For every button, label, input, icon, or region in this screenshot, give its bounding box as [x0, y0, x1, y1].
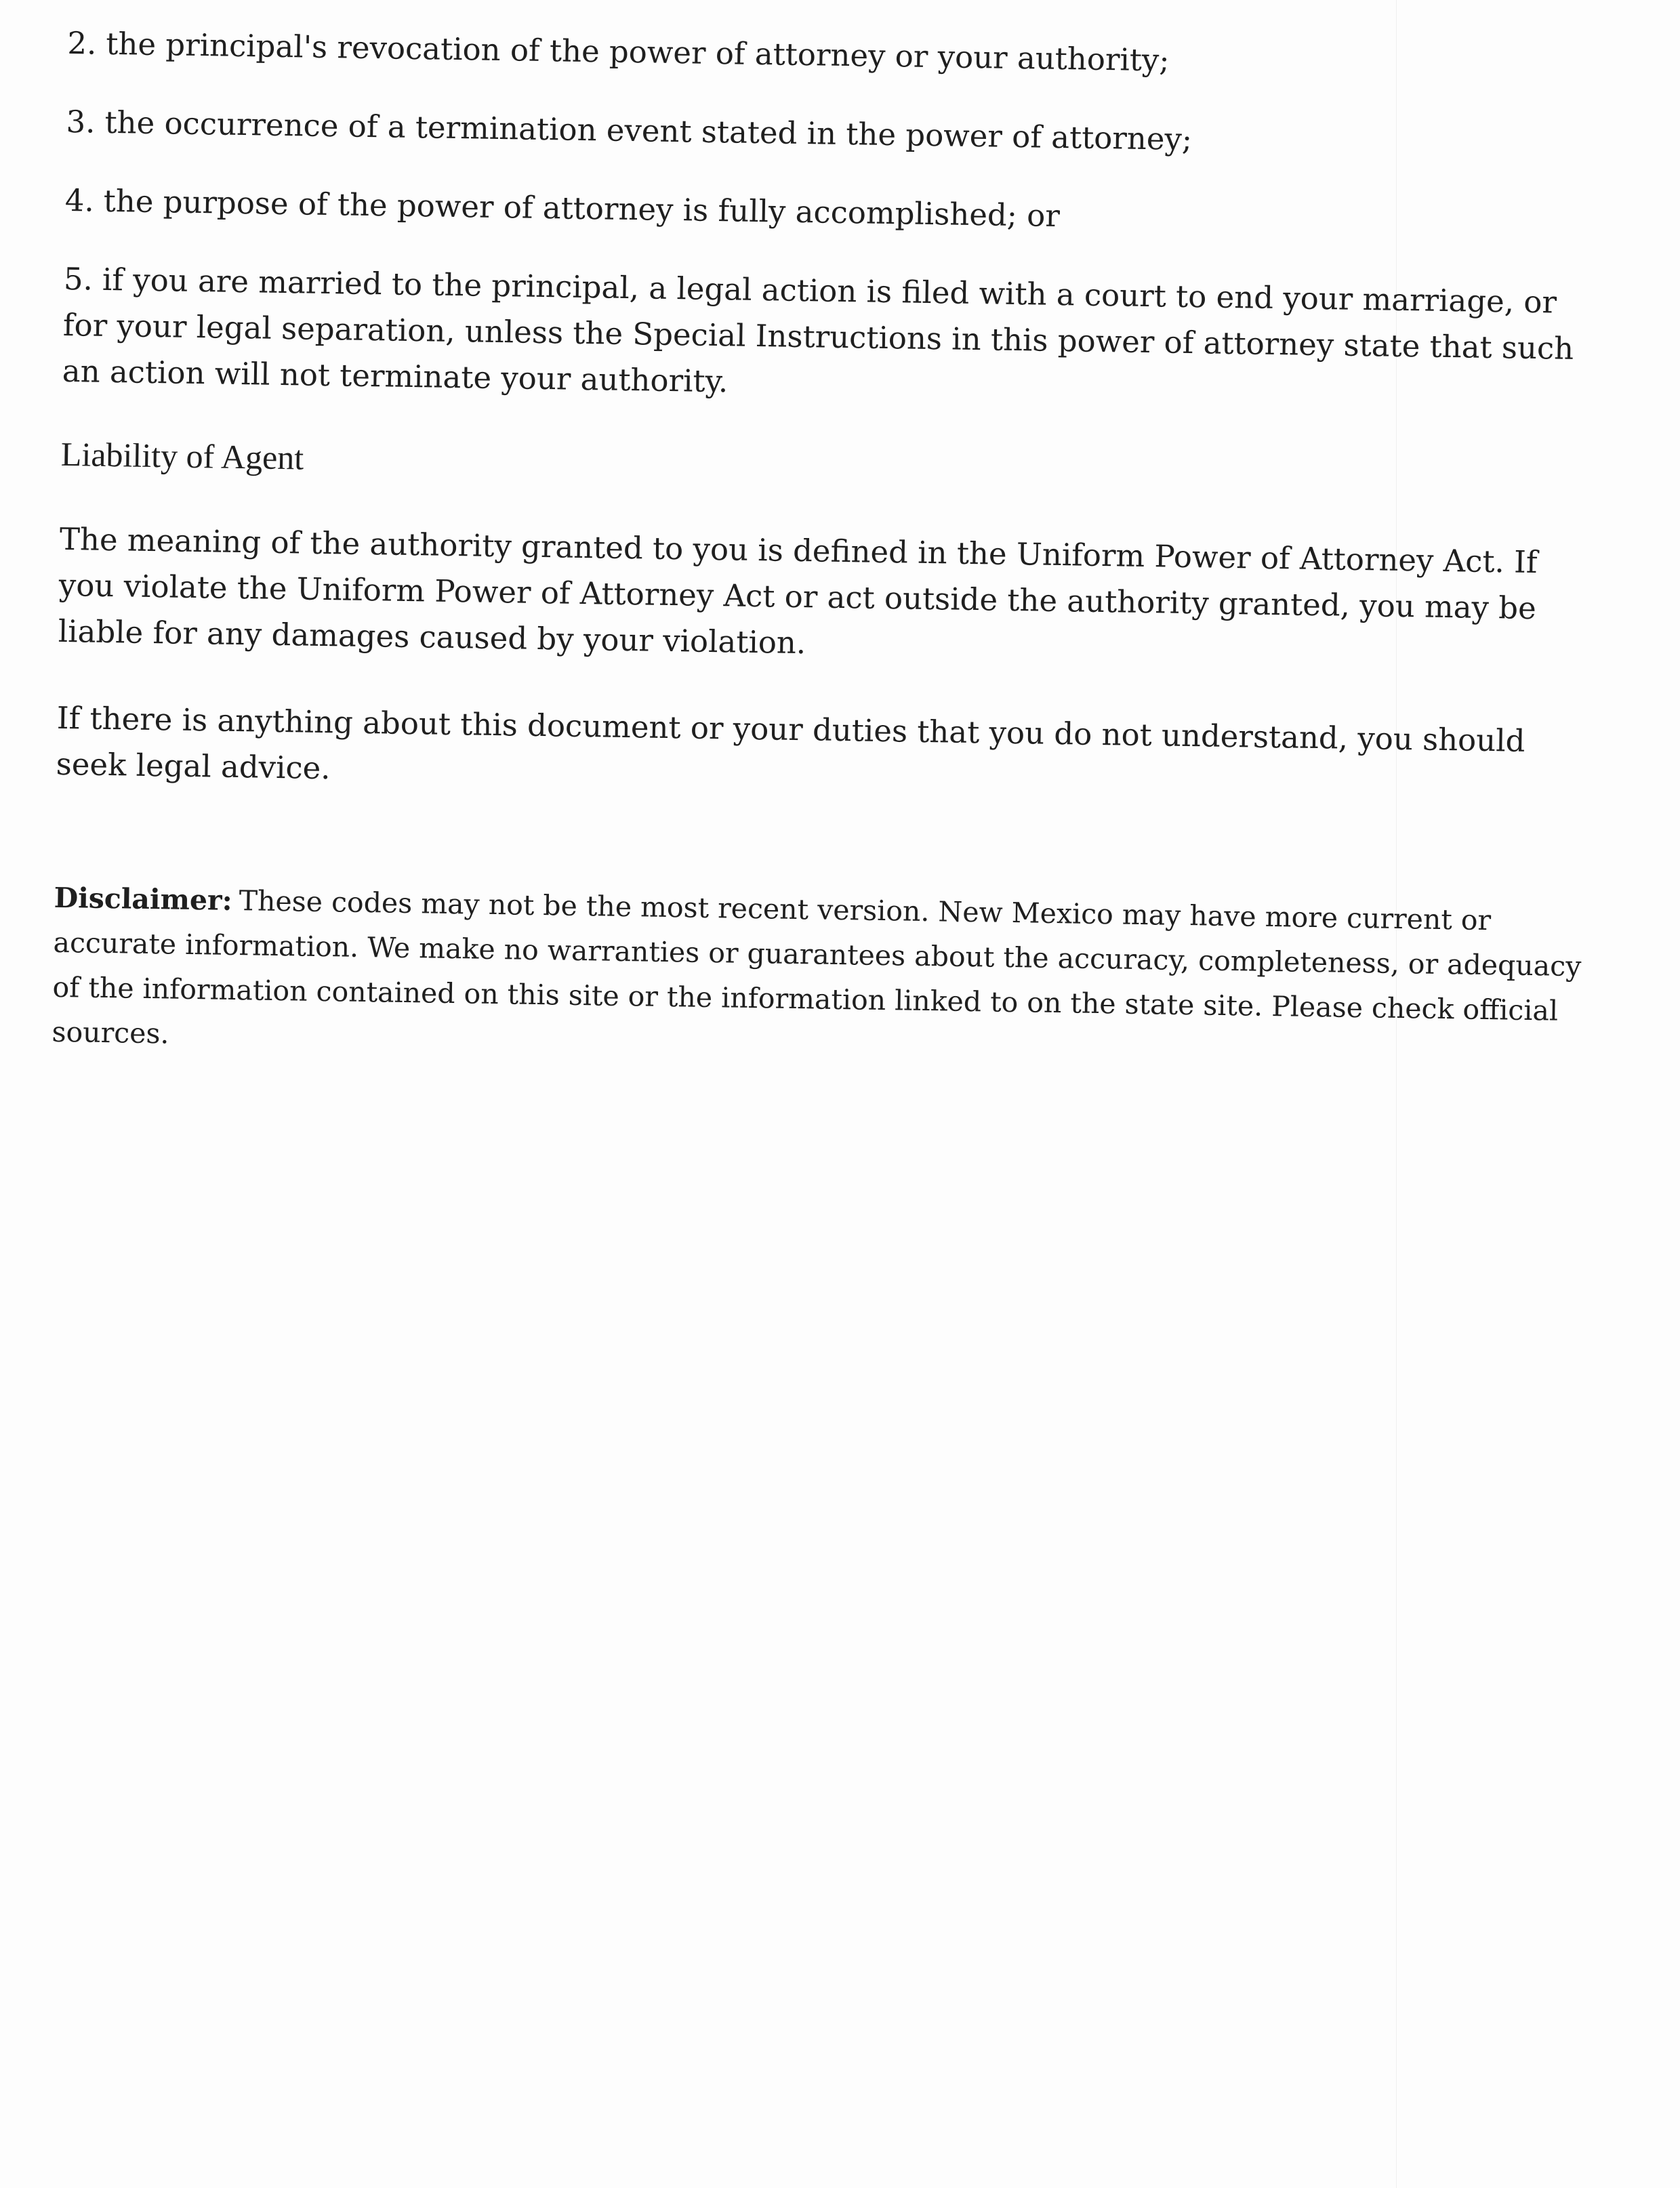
list-item	[62, 256, 1602, 419]
disclaimer-text: These codes may not be the most recent version. New Mexico may have more current or accurate information. We make no warranties or guarantees about the accuracy, completeness, or adequacy of the information contained on this site or the information linked to on the state site. Please check official sources.	[52, 884, 1582, 1050]
list-item-number: 5.	[63, 260, 94, 297]
list-item	[64, 178, 1603, 248]
list-item-number: 3.	[66, 103, 96, 140]
list-item-text: the occurrence of a termination event stated in the power of attorney;	[104, 104, 1193, 158]
disclaimer-label: Disclaimer:	[54, 881, 233, 917]
legal-advice-paragraph: If there is anything about this document or your duties that you do not understand, you should seek legal advice.	[56, 699, 1525, 787]
disclaimer	[52, 875, 1593, 1079]
liability-paragraph: The meaning of the authority granted to you is defined in the Uniform Power of Attorney Act. If you violate the Uniform Power of Attorney Act or act outside the authority granted, you may be liable for any damages caused by your violation.	[58, 520, 1538, 661]
list-item	[66, 99, 1605, 169]
list-item-text: if you are married to the principal, a legal action is filed with a court to end your marriage, or for your legal separation, unless the Special Instructions in this power of attorney state that such an action will not terminate your authority.	[62, 261, 1574, 400]
list-item-text: the purpose of the power of attorney is fully accomplished; or	[103, 182, 1061, 234]
list-item-text: the principal's revocation of the power of attorney or your authority;	[105, 25, 1170, 79]
list-item-number: 2.	[67, 24, 97, 62]
section-heading: Liability of Agent	[60, 434, 304, 477]
list-item-number: 4.	[64, 182, 95, 219]
list-item	[67, 20, 1606, 91]
document-body	[51, 20, 1605, 1106]
